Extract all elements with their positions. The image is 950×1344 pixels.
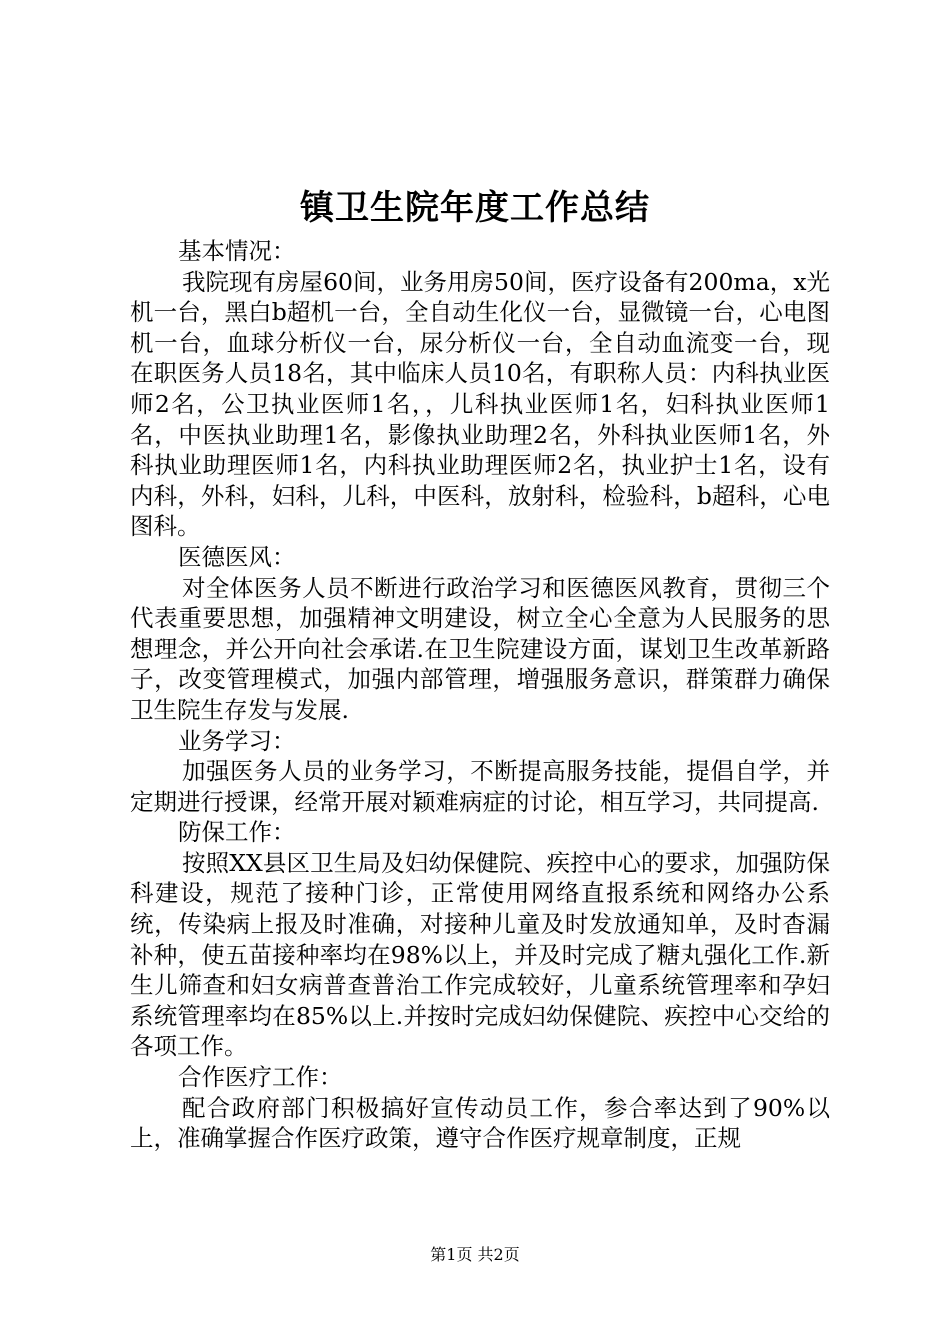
section-paragraph-medical-ethics: 对全体医务人员不断进行政治学习和医德医风教育，贯彻三个代表重要思想，加强精神文明建设，树立全心全意为人民服务的思想理念，并公开向社会承诺.在卫生院建设方面，谋划卫生改革新路子，改变管理模式，加强内部管理，增强服务意识，群策群力确保卫生院生存发与发展.	[130, 573, 830, 724]
section-paragraph-basic-info: 我院现有房屋60间，业务用房50间，医疗设备有200ma，x光机一台，黑白b超机一台，全自动生化仪一台，显微镜一台，心电图机一台，血球分析仪一台，尿分析仪一台，全自动血流变一台，现在职医务人员18名，其中临床人员10名，有职称人员：内科执业医师2名，公卫执业医师1名，，儿科执业医师1名，妇科执业医师1名，中医执业助理1名，影像执业助理2名，外科执业医师1名，外科执业助理医师1名，内科执业助理医师2名，执业护士1名，设有内科，外科，妇科，儿科，中医科，放射科，检验科，b超科，心电图科。	[130, 267, 830, 541]
page-number-footer: 第1页 共2页	[430, 1245, 520, 1264]
document-body	[130, 236, 830, 1154]
document-title: 镇卫生院年度工作总结	[300, 188, 650, 228]
section-heading-prevention-work: 防保工作：	[178, 818, 296, 847]
section-paragraph-cooperative-medical: 配合政府部门积极搞好宣传动员工作，参合率达到了90%以上，准确掌握合作医疗政策，遵守合作医疗规章制度，正规	[130, 1093, 830, 1153]
section-paragraph-prevention-work: 按照XX县区卫生局及妇幼保健院、疾控中心的要求，加强防保科建设，规范了接种门诊，正常使用网络直报系统和网络办公系统，传染病上报及时准确，对接种儿童及时发放通知单，及时杳漏补种，使五苗接种率均在98%以上，并及时完成了糖丸强化工作.新生儿筛查和妇女病普查普治工作完成较好，儿童系统管理率和孕妇系统管理率均在85%以上.并按时完成妇幼保健院、疾控中心交给的各项工作。	[130, 848, 830, 1061]
section-paragraph-professional-study: 加强医务人员的业务学习，不断提高服务技能，提倡自学，并定期进行授课，经常开展对颖难病症的讨论，相互学习，共同提高.	[130, 757, 830, 816]
section-heading-basic-info: 基本情况：	[178, 237, 296, 265]
section-heading-cooperative-medical: 合作医疗工作：	[178, 1063, 343, 1092]
section-heading-professional-study: 业务学习：	[178, 726, 296, 755]
section-heading-medical-ethics: 医德医风：	[178, 542, 296, 571]
